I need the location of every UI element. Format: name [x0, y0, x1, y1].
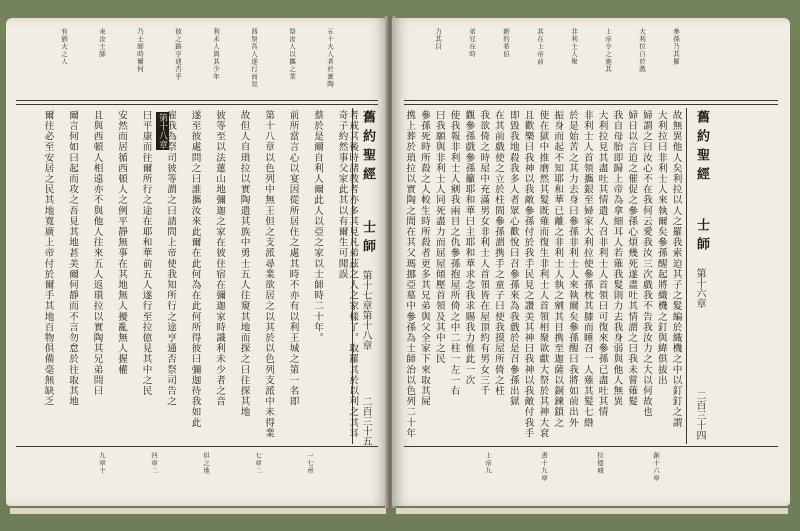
text-column: 於是始苦之其力去身曰參孫非利士人來執爾矣參孫醒曰我將如前出外: [566, 110, 578, 428]
right-page-edge: [396, 508, 788, 514]
marginal-note: 新約希伯: [502, 28, 510, 58]
marginal-note: 參孫乃其羅: [672, 28, 680, 66]
left-page-number: 二百三十五: [360, 396, 371, 446]
marginal-note: 有猶大之人: [60, 28, 68, 66]
text-column: 振身而起不知耶和華已離之非利士人執之剜其目携至迦薩以銅鍊鎖之: [552, 110, 564, 428]
footnote: 上帝九: [484, 452, 492, 475]
marginal-note: 力其目: [434, 28, 442, 51]
right-page-number: 二百三十四: [694, 390, 705, 440]
text-column: 前所當言心以宴因從所居住之處其時不亦有以利王城之第一名即: [287, 110, 299, 407]
text-column: 婦日以言迫之催促之參孫心煩幾死遂盡吐其情謂之曰我未嘗薙髮: [626, 110, 638, 407]
footnote: 一七章: [306, 452, 314, 475]
footnote: 書十九章: [540, 452, 548, 482]
head-rule: [404, 100, 778, 101]
text-column: 非利士人首領攜銀至婦家大利拉使參孫枕其膝而睡召一人薙其髮七綹: [581, 110, 593, 428]
text-column: 第十八章以色列中無王但之支派尋業欲居之以其於以色列支派中未得業: [263, 110, 275, 439]
text-column: 安然而居循西頓人之例平靜無事在其地無人擾亂無人握權: [116, 110, 128, 375]
text-column: 爾往必至安居之民其地寬廣上帝付於爾手其地百物俱備毫無缺乏: [42, 110, 54, 407]
marginal-note: 彼之路亨通否乎: [174, 28, 182, 81]
left-page: [6, 18, 388, 506]
text-column: 彼等至以法蓮山地彌迦之家在彼住宿在彌迦家時識利未少者之音: [214, 110, 226, 407]
text-column: 婦謂之曰汝心不在我何云愛我汝三次戲我不告我汝力之大以何故也: [640, 110, 652, 418]
text-column: 觀參孫戲參孫籲耶和華曰主耶和華求念我求賜我力惟此一次: [463, 110, 475, 386]
text-column: 在其前戲使之立於柱間參孫謂携手之童子曰使我摸屋所倚之柱: [492, 110, 504, 397]
marginal-note: 西祭吾人遂行而見: [250, 28, 258, 88]
marginal-note: 祭汝人以攜之業: [288, 28, 296, 81]
right-book-title: 舊約聖經: [694, 110, 709, 186]
text-column: 携上葬於瑣拉以實陶之間在其父瑪挪亞墓中參孫為士師治以色列二十年: [404, 110, 416, 439]
head-rule: [404, 104, 778, 105]
text-column: 即毀我地殺我多人者眾心歡悅曰召參孫來為我戲於是召參孫出獄: [507, 110, 519, 407]
text-column: 參孫死時所殺之人較生時所殺者更多其兄弟與父全家下來取其屍: [418, 110, 430, 407]
left-book-title: 舊約聖經: [360, 110, 375, 186]
right-page: [392, 18, 790, 506]
foot-rule: [404, 446, 778, 447]
left-page-edge: [10, 508, 386, 514]
text-column: 雇我為祭司彼等謂之曰請問上帝使我知所行之途亨通否祭司告之: [165, 110, 177, 407]
text-column: 故但人自瑣拉以實陶遣其族中勇士五人往窺其地而探之曰往探其地: [238, 110, 250, 418]
head-rule: [16, 104, 378, 105]
marginal-note: 非利士人聚: [570, 28, 578, 66]
text-column: 我自母胎即歸上帝為拿細耳人若薙我髮則力去我身弱與他人無異: [611, 110, 623, 407]
text-column: 我欲倚之時屋中充滿男女非利士人首領皆在屋頂約有男女三千: [478, 110, 490, 397]
text-column: 且歡樂曰我神以我敵參孫付於我手民見之讚美其神曰我神以我敵付我手: [522, 110, 534, 439]
text-column: 大利拉見其盡吐其情遣人召非利士人首領曰可復來參孫已盡吐其情: [596, 110, 608, 418]
text-column: 大利拉曰非利士人來執爾矣參孫醒起將織機之釘與緯俱拔出: [655, 110, 667, 386]
text-column: 爾言何如曰起而攻之吾見其地甚美爾何靜而不言勿怠於往取其地: [67, 110, 79, 407]
marginal-note: 上帝令之施其: [604, 28, 612, 73]
footnote: 四章二: [150, 452, 158, 475]
head-rule: [16, 100, 378, 101]
left-chapter-range: 第十七章第十八章: [360, 270, 371, 350]
marginal-note: 弟兄在時: [468, 28, 476, 58]
text-column: 故無異他人矣利拉以人之羅我索迫其子之髮編於織機之中以釘釘之謂: [670, 110, 682, 428]
text-column: 曰我願與非利士人同死盡力而屈屋傾壓首領及其中之民: [433, 110, 445, 365]
right-chapter: 第十六章: [694, 268, 705, 308]
text-column: 且與西頓人相遠亦不與他人往來五人返瑣拉以實陶其兄弟問曰: [91, 110, 103, 397]
footnote: 但之地: [202, 452, 210, 475]
text-column: 蔡於是爾自利人爾此人以亞之家以士師時二十年。: [312, 110, 324, 344]
footnote: 九章十: [98, 452, 106, 475]
text-column: 使我報非利士人剜我兩目之仇參孫抱屋所倚之中二柱一左一右: [448, 110, 460, 397]
text-column: 曰平康而往爾所行之途在耶和華前五人遂行至拉億見其中之民: [140, 110, 152, 397]
footnote: 創十六章: [652, 452, 660, 482]
marginal-note: 五十大人者於實陶: [326, 28, 334, 88]
footnote: 七章二: [254, 452, 262, 475]
text-column: 遂至彼處問之曰誰攜汝來此爾在此何為在此何所得彼曰彌迦待我如此: [189, 110, 201, 428]
foot-rule: [16, 446, 378, 447]
left-section-title: 士師: [360, 220, 375, 258]
column-divider: [686, 108, 687, 444]
text-column: 者戒其後時諸教者亦多其見凡弟茲之人之家樣了。取羅其於以利之其耳奇子約然事父家此其以有爾生可聞誤: [336, 110, 359, 439]
open-book: [6, 12, 796, 520]
marginal-note: 利未人與其少年: [212, 28, 220, 81]
text-column: 使在獄中推磨然其髮既薙而復生非利士人首領相聚欲獻大祭於其神大袞: [537, 110, 549, 439]
marginal-note: 來汝士師: [98, 28, 106, 58]
right-section-title: 士師: [694, 218, 709, 256]
chapter-heading: 第十八章: [157, 113, 167, 149]
footnote: 拉億城: [596, 452, 604, 475]
marginal-note: 大利拉自於戲: [638, 28, 646, 73]
marginal-note: 其在上帝前: [536, 28, 544, 66]
marginal-note: 乃士師時爾何: [136, 28, 144, 73]
